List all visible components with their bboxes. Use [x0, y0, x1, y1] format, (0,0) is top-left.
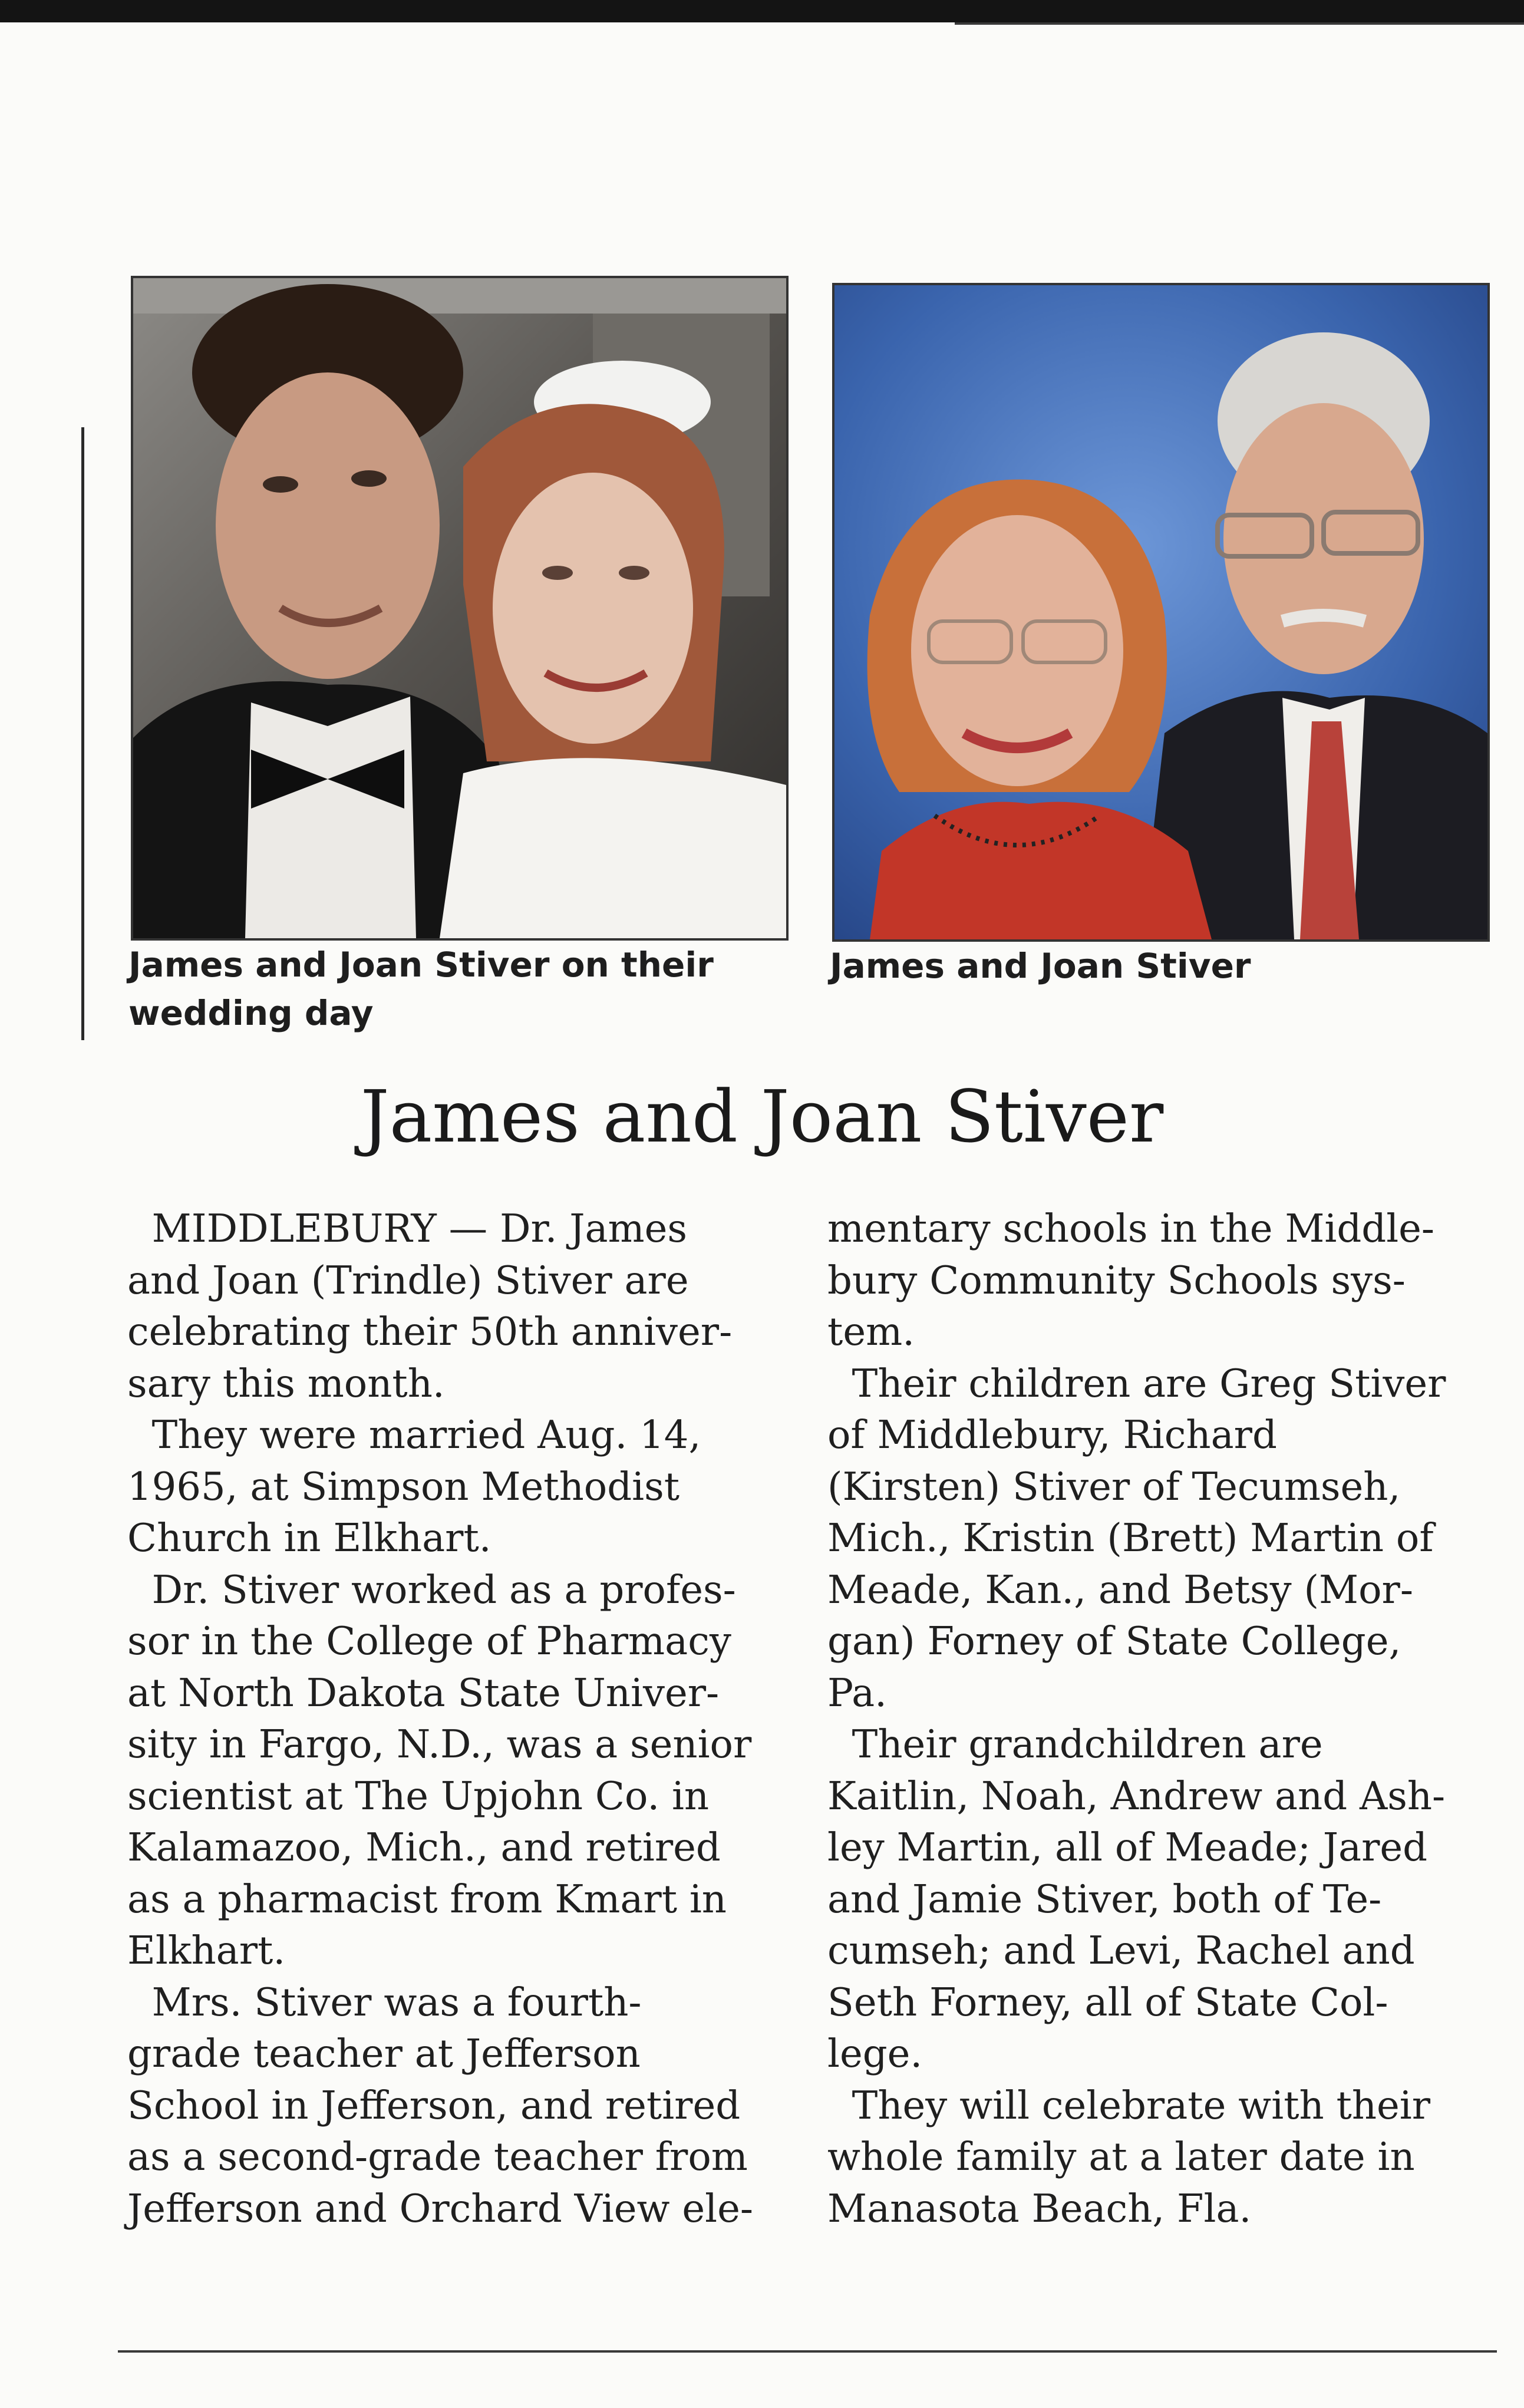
text-line: scientist at The Upjohn Co. in: [127, 1773, 710, 1819]
text-line: of Middlebury, Richard: [827, 1413, 1277, 1457]
text-line: Jefferson and Orchard View ele-: [127, 2186, 754, 2231]
anniversary-portrait-image: [834, 285, 1487, 939]
text-line: MIDDLEBURY — Dr. James: [127, 1206, 688, 1251]
wedding-photo-image: [133, 278, 786, 938]
text-line: lege.: [827, 2031, 923, 2076]
text-line: Dr. Stiver worked as a profes-: [127, 1567, 736, 1612]
wedding-photo-caption-line-1: James and Joan Stiver on their: [128, 945, 714, 985]
text-line: Church in Elkhart.: [127, 1516, 491, 1561]
text-line: Pa.: [827, 1670, 888, 1716]
text-line: whole family at a later date in: [827, 2135, 1415, 2179]
text-line: Manasota Beach, Fla.: [827, 2186, 1252, 2231]
text-line: (Kirsten) Stiver of Tecumseh,: [827, 1464, 1401, 1509]
wedding-photo-caption-line-2: wedding day: [128, 993, 374, 1033]
text-line: gan) Forney of State College,: [827, 1619, 1401, 1664]
text-line: grade teacher at Jefferson: [127, 2031, 641, 2076]
text-line: sor in the College of Pharmacy: [127, 1619, 731, 1664]
text-line: Their children are Greg Stiver: [827, 1361, 1446, 1406]
text-line: bury Community Schools sys-: [827, 1258, 1406, 1303]
text-line: 1965, at Simpson Methodist: [127, 1464, 680, 1509]
text-line: Kalamazoo, Mich., and retired: [127, 1825, 721, 1870]
bottom-rule: [118, 2350, 1497, 2353]
text-line: Meade, Kan., and Betsy (Mor-: [827, 1567, 1413, 1612]
left-margin-line: [81, 427, 84, 1040]
article-column-right: [827, 1203, 1487, 2235]
text-line: celebrating their 50th anniver-: [127, 1309, 733, 1354]
text-line: Mrs. Stiver was a fourth-: [127, 1980, 642, 2025]
text-line: as a pharmacist from Kmart in: [127, 1876, 727, 1922]
text-line: Kaitlin, Noah, Andrew and Ash-: [827, 1773, 1446, 1819]
text-line: sary this month.: [127, 1361, 445, 1406]
scan-top-border: [0, 0, 1524, 22]
text-line: ley Martin, all of Meade; Jared: [827, 1825, 1428, 1870]
anniversary-portrait-photo: [832, 283, 1490, 942]
text-line: They were married Aug. 14,: [127, 1413, 701, 1457]
text-line: cumseh; and Levi, Rachel and: [827, 1928, 1415, 1973]
text-line: Seth Forney, all of State Col-: [827, 1980, 1388, 2025]
text-line: Their grandchildren are: [827, 1722, 1323, 1767]
wedding-photo: [131, 276, 789, 941]
text-line: Mich., Kristin (Brett) Martin of: [827, 1516, 1434, 1561]
article-column-left: [127, 1203, 787, 2235]
text-line: Elkhart.: [127, 1928, 286, 1973]
text-line: sity in Fargo, N.D., was a senior: [127, 1722, 752, 1767]
top-rule: [955, 22, 1524, 25]
wedding-photo-caption: [128, 941, 794, 1037]
text-line: They will celebrate with their: [827, 2083, 1431, 2128]
article-headline: James and Joan Stiver: [360, 1075, 1164, 1159]
text-line: mentary schools in the Middle-: [827, 1206, 1435, 1251]
text-line: at North Dakota State Univer-: [127, 1670, 720, 1716]
text-line: and Joan (Trindle) Stiver are: [127, 1258, 689, 1303]
portrait-photo-caption: James and Joan Stiver: [830, 946, 1251, 986]
text-line: as a second-grade teacher from: [127, 2135, 748, 2179]
text-line: tem.: [827, 1309, 915, 1354]
text-line: School in Jefferson, and retired: [127, 2083, 741, 2128]
text-line: and Jamie Stiver, both of Te-: [827, 1876, 1382, 1922]
